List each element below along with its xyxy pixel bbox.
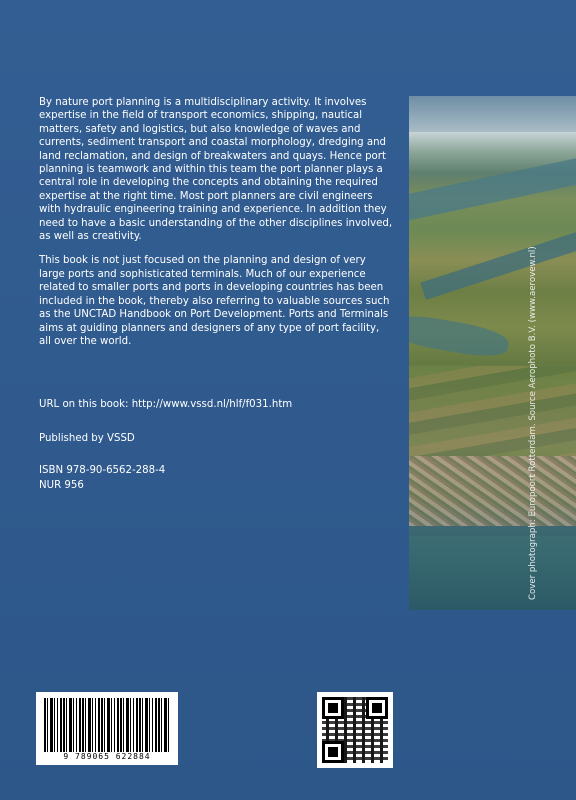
- publisher: Published by VSSD: [39, 433, 135, 444]
- photo-fields: [409, 366, 576, 456]
- description-paragraph-2: This book is not just focused on the planning and design of very large ports and sophisticated terminals. Much of our experience related to smaller ports and ports in developing countries has been included in the book, thereby also referring to valuable sources such as the UNCTAD Handbook on Port Development. Ports and Terminals aims at guiding planners and designers of any type of port facility, all over the world.: [39, 255, 390, 347]
- barcode-bars: [44, 698, 170, 752]
- qr-finder: [322, 697, 344, 719]
- isbn: ISBN 978-90-6562-288-4: [39, 465, 166, 476]
- aerial-photo: [409, 96, 576, 610]
- photo-waterway: [409, 311, 511, 361]
- book-url: URL on this book: http://www.vssd.nl/hlf/f031.htm: [39, 399, 293, 410]
- photo-credit: Cover photograph: Europoort Rotterdam. Source Aerophoto B.V. (www.aerovew.nl): [528, 246, 538, 600]
- description-text: [39, 96, 394, 359]
- isbn-barcode: [36, 692, 178, 765]
- photo-town: [409, 456, 576, 526]
- description-paragraph-1: By nature port planning is a multidisciplinary activity. It involves expertise in the field of transport economics, shipping, nautical matters, safety and logistics, but also knowledge of waves and currents, sediment transport and coastal morphology, dredging and land reclamation, and design of breakwaters and quays. Hence port planning is teamwork and within this team the port planner plays a central role in developing the concepts and obtaining the required expertise at the right time. Most port planners are civil engineers with hydraulic engineering training and experience. In addition they need to have a basic understanding of the other disciplines involved, as well as creativity.: [39, 97, 393, 243]
- qr-finder: [366, 697, 388, 719]
- qr-finder: [322, 741, 344, 763]
- photo-sea: [409, 96, 576, 132]
- photo-waterway: [409, 157, 576, 222]
- qr-code: [317, 692, 393, 768]
- photo-water: [409, 536, 576, 610]
- barcode-digits: 9 789065 622884: [63, 752, 151, 761]
- nur-code: NUR 956: [39, 480, 84, 491]
- photo-waterway: [420, 230, 576, 300]
